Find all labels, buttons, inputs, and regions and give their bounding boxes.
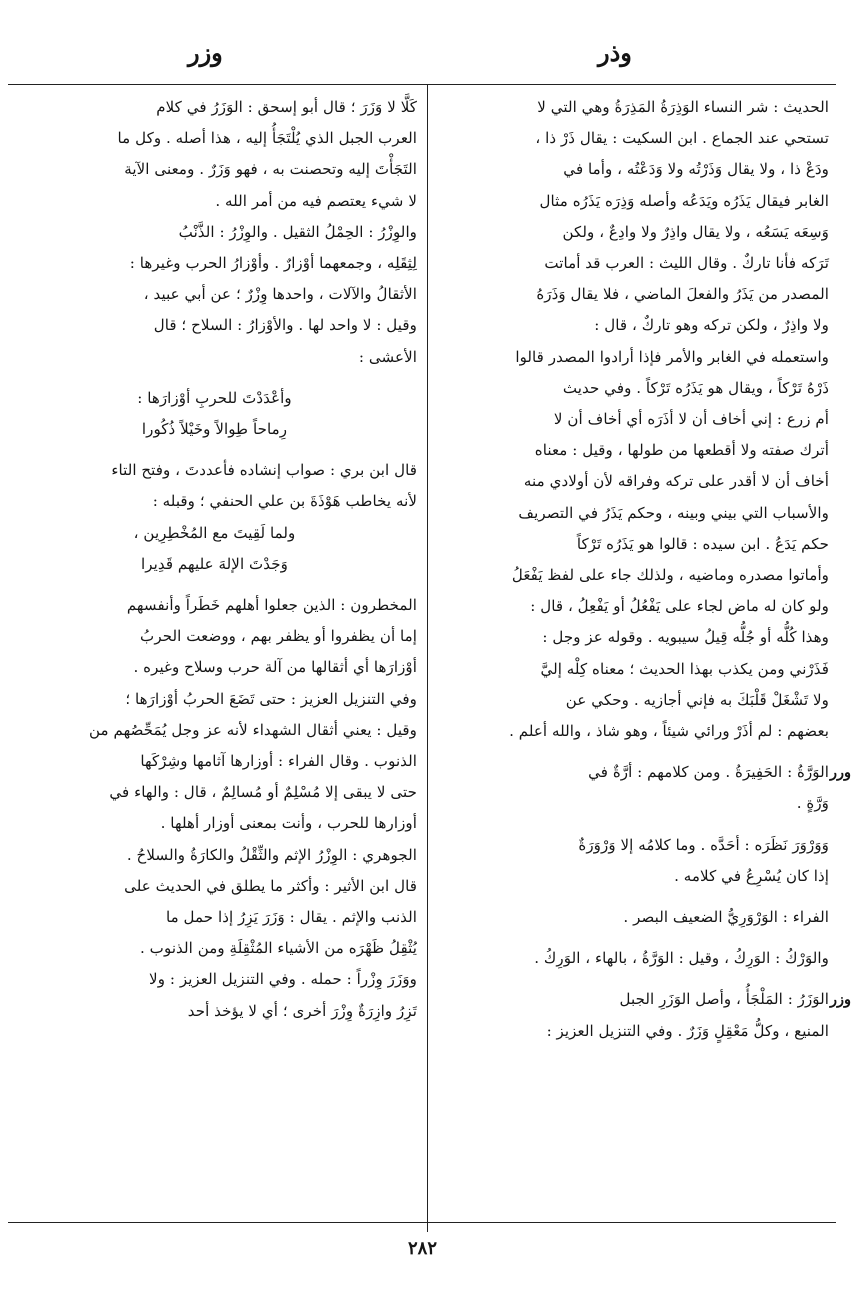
text-line: أوْزارَها أي أثقالها من آلة حرب وسلاح وغيره . bbox=[133, 658, 417, 677]
spacer bbox=[12, 445, 417, 455]
text-line: الوَرَّةُ : الحَفِيرَةُ . ومن كلامهم : أرَّةٌ في bbox=[588, 763, 829, 782]
verse-line: وأعْدَدْتَ للحربِ أوْزارَها : bbox=[137, 388, 292, 407]
text-line: وَوَرْوَرَ نَظَرَه : أحَدَّه . وما كلامُه إلا وَرْوَرَةٌ bbox=[578, 835, 829, 854]
spacer bbox=[433, 892, 829, 902]
poem-verse-2 bbox=[12, 518, 417, 580]
running-head-left: وزر bbox=[188, 38, 223, 67]
text-line: واستعمله في الغابر والأمر فإذا أرادوا المصدر قالوا bbox=[515, 347, 829, 366]
text-line: قال ابن الأثير : وأكثر ما يطلق في الحديث على bbox=[124, 876, 417, 895]
text-line: الذنوب . وقال الفراء : أوزارها آثامها وشِرْكَها bbox=[140, 752, 417, 771]
text-line: ذَرْهُ تَرْكاً ، ويقال هو يَذَرُه تَرْكاً . وفي حديث bbox=[562, 378, 829, 397]
text-line: قال ابن بري : صواب إنشاده فأعددتَ ، وفتح التاء bbox=[111, 461, 417, 480]
text-line: وهذا كُلُّه أو جُلُّه قِيلُ سيبويه . وقوله عز وجل : bbox=[542, 628, 829, 647]
spacer bbox=[433, 820, 829, 830]
root-heading-wzr: وزر bbox=[829, 991, 851, 1009]
text-line: أخاف أن لا أقدر على تركه وفراقه لأن أولادي منه bbox=[523, 472, 829, 491]
text-line: ودَعْ ذا ، ولا يقال وَذَرْتُه ولا وَدَعْتُه ، وأما في bbox=[563, 160, 829, 179]
right-block-4 bbox=[433, 943, 829, 974]
text-line: أوزارها للحرب ، وأنت بمعنى أوزار أهلها . bbox=[160, 814, 417, 833]
left-block-4 bbox=[12, 590, 417, 1027]
spacer bbox=[12, 373, 417, 383]
text-line: فَذَرْني ومن يكذب بهذا الحديث ؛ معناه كِلْه إليَّ bbox=[540, 659, 829, 678]
text-line: بعضهم : لم أذَرْ ورائي شيئاً ، وهو شاذ ، والله أعلم . bbox=[509, 722, 829, 741]
text-line: الغابر فيقال يَذَرُه ويَدَعُه وأصله وَذِرَه يَذَرُه مثال bbox=[539, 191, 829, 210]
text-line: الأثقالُ والآلات ، واحدها وِزْرٌ ؛ عن أبي عبيد ، bbox=[143, 285, 417, 304]
text-line: تَزِرُ وازِرَةٌ وِزْرَ أخرى ؛ أي لا يؤخذ أحد bbox=[187, 1001, 417, 1020]
text-line: حكم يَدَعُ . ابن سيده : قالوا هو يَذَرُه تَرْكاً bbox=[576, 534, 829, 553]
text-line: الوَزَرُ : المَلْجَأُ ، وأصل الوَزَرِ الجبل bbox=[619, 990, 829, 1009]
entry-wrr bbox=[433, 757, 851, 819]
running-head-right: وذر bbox=[598, 38, 632, 67]
text-line: يُثْقِلُ ظَهْرَه من الأشياء المُثْقِلَةِ ومن الذنوب . bbox=[140, 939, 417, 958]
root-heading-wrr: ورر bbox=[829, 764, 851, 782]
left-block-2 bbox=[12, 217, 417, 373]
text-line: وفي التنزيل العزيز : حتى تَضَعَ الحربُ أوْزارَها ؛ bbox=[125, 689, 417, 708]
text-line: وقيل : لا واحد لها . والأوْزارُ : السلاح ؛ قال bbox=[153, 316, 417, 335]
verse-line: وَجَدْتَ الإلهَ عليهم قَدِيرا bbox=[141, 554, 288, 573]
text-line: أترك صفته ولا أقطعها من طولها ، وقيل : معناه bbox=[534, 441, 829, 460]
text-line: إذا كان يُسْرِعُ في كلامه . bbox=[674, 866, 829, 885]
text-line: ولو كان له ماض لجاء على يَفْعُلُ أو يَفْعِلُ ، قال : bbox=[530, 597, 829, 616]
verse-line: ولما لَقِيتَ مع المُخْطِرِين ، bbox=[133, 523, 296, 542]
text-line: إما أن يظفروا أو يظفر بهم ، ووضعت الحربُ bbox=[140, 627, 417, 646]
text-line: حتى لا يبقى إلا مُسْلِمٌ أو مُسالِمٌ ، قال : والهاء في bbox=[109, 783, 417, 802]
text-line: تَرَكه فأنا تاركٌ . وقال الليث : العرب قد أماتت bbox=[544, 254, 829, 273]
text-line: ووَزَرَ وِزْراً : حمله . وفي التنزيل العزيز : ولا bbox=[149, 970, 417, 989]
text-line: الفراء : الوَرْوَرِيُّ الضعيف البصر . bbox=[623, 908, 829, 927]
left-column bbox=[12, 92, 417, 1217]
text-line: الجوهري : الوِزْرُ الإثم والثِّقْلُ والكارَةُ والسلاحُ . bbox=[126, 845, 417, 864]
spacer bbox=[433, 933, 829, 943]
text-line: ولا تَشْغَلْ قَلْبَكَ به فإني أجازيه . وحكي عن bbox=[565, 690, 829, 709]
text-line: ولا واذِرٌ ، ولكن تركه وهو تاركٌ ، قال : bbox=[594, 316, 829, 335]
column-divider bbox=[427, 84, 428, 1232]
verse-line: رِماحاً طِوالاً وخَيْلاً ذُكُورا bbox=[141, 420, 288, 439]
text-line: التَجَأْتَ إليه وتحصنت به ، فهو وَزَرٌ . ومعنى الآية bbox=[124, 160, 417, 179]
text-line: والوَرْكُ : الوَرِكُ ، وقيل : الوَرَّةُ ، بالهاء ، الوَرِكُ . bbox=[534, 949, 829, 968]
top-rule bbox=[8, 84, 836, 85]
text-line: الحديث : شر النساء الوَذِرَةُ المَذِرَةُ وهي التي لا bbox=[537, 98, 829, 116]
right-column bbox=[433, 92, 851, 1217]
text-line: الأعشى : bbox=[358, 347, 417, 366]
left-block-3 bbox=[12, 455, 417, 517]
text-line: والوِزْرُ : الحِمْلُ الثقيل . والوِزْرُ : الذَّنْبُ bbox=[178, 222, 417, 241]
poem-verse-1 bbox=[12, 383, 417, 445]
spacer bbox=[433, 974, 829, 984]
text-line: وَرَّةٍ . bbox=[796, 794, 829, 813]
text-line: أم زرع : إني أخاف أن لا أذَرَه أي أخاف أن لا bbox=[553, 410, 829, 429]
spacer bbox=[433, 747, 829, 757]
left-block-1 bbox=[12, 92, 417, 217]
text-line: المنيع ، وكلُّ مَعْقِلٍ وَزَرٌ . وفي التنزيل العزيز : bbox=[546, 1021, 829, 1040]
entry-wzr bbox=[433, 984, 851, 1046]
text-line: تستحي عند الجماع . ابن السكيت : يقال ذَرْ ذا ، bbox=[535, 129, 829, 148]
spacer bbox=[12, 580, 417, 590]
text-line: المصدر من يَذَرُ والفعلَ الماضي ، فلا يقال وَذَرَهُ bbox=[536, 285, 829, 304]
text-line: العرب الجبل الذي يُلْتَجَأُ إليه ، هذا أصله . وكل ما bbox=[117, 129, 417, 148]
text-line: المخطرون : الذين جعلوا أهلهم خَطَراً وأنفسهم bbox=[126, 596, 417, 615]
right-block-3 bbox=[433, 902, 829, 933]
bottom-rule bbox=[8, 1222, 836, 1223]
text-line: لِثِقَلِه ، وجمعهما أوْزارٌ . وأوْزارُ الحرب وغيرها : bbox=[129, 254, 417, 273]
text-line: الذنب والإثم . يقال : وَزَرَ يَزِرُ إذا حمل ما bbox=[165, 908, 417, 927]
text-line: لأنه يخاطب هَوْذَةَ بن علي الحنفي ؛ وقبله : bbox=[152, 492, 417, 511]
text-line: كَلَّا لا وَزَرَ ؛ قال أبو إسحق : الوَزَرُ في كلام bbox=[156, 98, 417, 116]
right-block-2 bbox=[433, 830, 829, 892]
text-line: وَسِعَه يَسَعُه ، ولا يقال واذِرٌ ولا وادِعٌ ، ولكن bbox=[562, 222, 829, 241]
text-line: لا شيء يعتصم فيه من أمر الله . bbox=[215, 191, 417, 210]
right-block-1 bbox=[433, 92, 829, 747]
text-line: والأسباب التي بيني وبينه ، وحكم يَذَرُ في التصريف bbox=[518, 503, 829, 522]
text-line: وقيل : يعني أثقال الشهداء لأنه عز وجل يُمَحِّصُهم من bbox=[88, 720, 417, 739]
page-number: ٢٨٢ bbox=[407, 1238, 437, 1259]
text-line: وأماتوا مصدره وماضيه ، ولذلك جاء على لفظ يَفْعَلُ bbox=[511, 566, 829, 585]
